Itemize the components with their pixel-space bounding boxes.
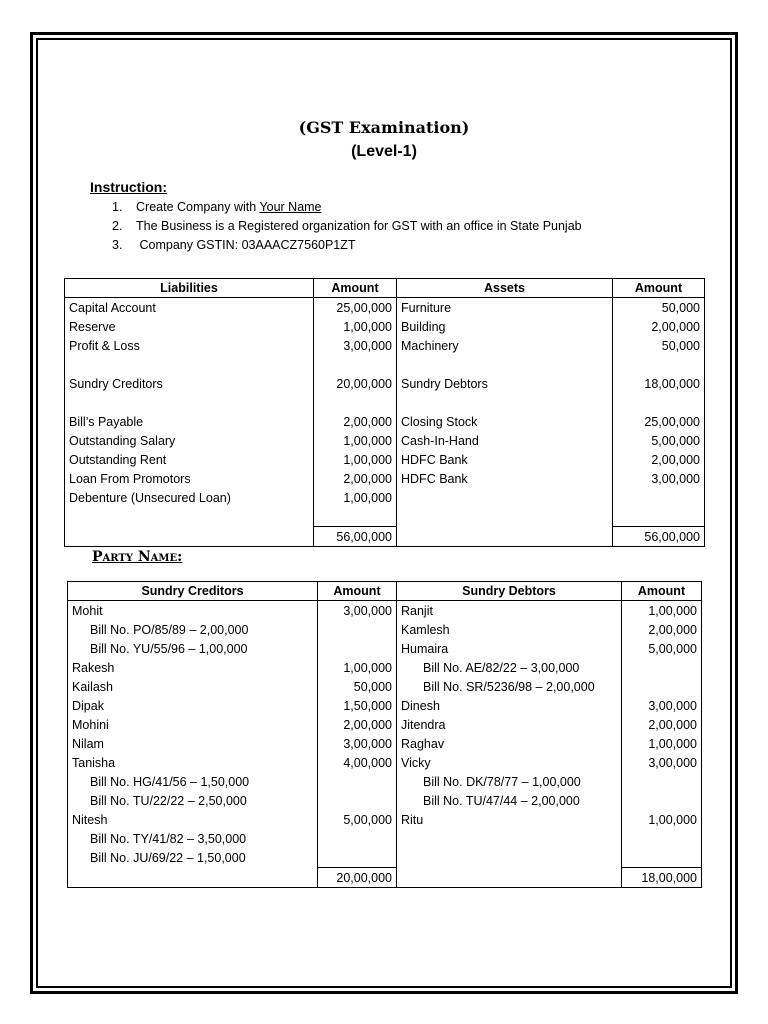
account-cell: Bill No. HG/41/56 – 1,50,000 bbox=[68, 772, 318, 791]
amount-cell bbox=[318, 639, 397, 658]
table-row bbox=[68, 810, 702, 829]
column-header: Liabilities bbox=[65, 279, 314, 298]
table-row bbox=[65, 336, 705, 355]
amount-cell: 25,00,000 bbox=[613, 412, 705, 431]
account-cell: Closing Stock bbox=[397, 412, 613, 431]
total-amount: 18,00,000 bbox=[622, 868, 702, 888]
amount-cell bbox=[622, 829, 702, 848]
account-cell bbox=[397, 355, 613, 374]
account-cell: Kamlesh bbox=[397, 620, 622, 639]
account-cell: Bill No. PO/85/89 – 2,00,000 bbox=[68, 620, 318, 639]
account-cell bbox=[397, 507, 613, 527]
amount-cell bbox=[314, 507, 397, 527]
account-cell: Loan From Promotors bbox=[65, 469, 314, 488]
amount-cell: 20,00,000 bbox=[314, 374, 397, 393]
account-cell: Tanisha bbox=[68, 753, 318, 772]
table-row bbox=[68, 677, 702, 696]
amount-cell bbox=[318, 620, 397, 639]
amount-cell bbox=[622, 658, 702, 677]
column-header: Sundry Debtors bbox=[397, 582, 622, 601]
amount-cell: 1,00,000 bbox=[318, 658, 397, 677]
table-row bbox=[65, 317, 705, 336]
table-row bbox=[68, 734, 702, 753]
account-cell: Debenture (Unsecured Loan) bbox=[65, 488, 314, 507]
table-row bbox=[68, 772, 702, 791]
amount-cell bbox=[314, 393, 397, 412]
account-cell: Rakesh bbox=[68, 658, 318, 677]
account-cell: Bill No. TU/47/44 – 2,00,000 bbox=[397, 791, 622, 810]
account-cell: Outstanding Salary bbox=[65, 431, 314, 450]
amount-cell: 50,000 bbox=[613, 298, 705, 318]
table-row bbox=[65, 450, 705, 469]
amount-cell: 1,00,000 bbox=[622, 601, 702, 621]
amount-cell: 2,00,000 bbox=[314, 412, 397, 431]
account-cell: Kailash bbox=[68, 677, 318, 696]
your-name-text: Your Name bbox=[259, 200, 322, 214]
balance-sheet-table bbox=[64, 278, 705, 547]
blank-cell bbox=[397, 868, 622, 888]
account-cell: Cash-In-Hand bbox=[397, 431, 613, 450]
table-row bbox=[68, 620, 702, 639]
table-row bbox=[68, 829, 702, 848]
account-cell: Outstanding Rent bbox=[65, 450, 314, 469]
account-cell: Mohini bbox=[68, 715, 318, 734]
account-cell: Bill No. YU/55/96 – 1,00,000 bbox=[68, 639, 318, 658]
table-row bbox=[68, 639, 702, 658]
amount-cell bbox=[613, 393, 705, 412]
account-cell: Dipak bbox=[68, 696, 318, 715]
account-cell: Building bbox=[397, 317, 613, 336]
total-amount: 56,00,000 bbox=[314, 527, 397, 547]
account-cell bbox=[397, 393, 613, 412]
account-cell: Bill No. JU/69/22 – 1,50,000 bbox=[68, 848, 318, 868]
account-cell: Ritu bbox=[397, 810, 622, 829]
amount-cell: 2,00,000 bbox=[622, 715, 702, 734]
amount-cell: 1,00,000 bbox=[314, 431, 397, 450]
account-cell bbox=[65, 355, 314, 374]
amount-cell: 1,00,000 bbox=[622, 810, 702, 829]
table-row bbox=[65, 355, 705, 374]
amount-cell bbox=[613, 507, 705, 527]
account-cell bbox=[397, 848, 622, 868]
amount-cell: 2,00,000 bbox=[613, 450, 705, 469]
account-cell: Dinesh bbox=[397, 696, 622, 715]
account-cell bbox=[65, 507, 314, 527]
instruction-item bbox=[112, 238, 356, 252]
instruction-text: Company GSTIN: 03AAACZ7560P1ZT bbox=[136, 238, 356, 252]
table-row bbox=[65, 412, 705, 431]
blank-cell bbox=[397, 527, 613, 547]
column-header: Amount bbox=[622, 582, 702, 601]
column-header: Amount bbox=[613, 279, 705, 298]
amount-cell: 50,000 bbox=[318, 677, 397, 696]
amount-cell: 3,00,000 bbox=[622, 696, 702, 715]
table-header-row bbox=[68, 582, 702, 601]
account-cell: Nilam bbox=[68, 734, 318, 753]
party-table bbox=[67, 581, 702, 888]
table-row bbox=[65, 488, 705, 507]
amount-cell bbox=[318, 791, 397, 810]
instruction-text: Create Company with bbox=[136, 200, 260, 214]
amount-cell: 4,00,000 bbox=[318, 753, 397, 772]
account-cell bbox=[397, 829, 622, 848]
amount-cell: 50,000 bbox=[613, 336, 705, 355]
amount-cell: 25,00,000 bbox=[314, 298, 397, 318]
amount-cell bbox=[613, 488, 705, 507]
amount-cell: 5,00,000 bbox=[622, 639, 702, 658]
table-row bbox=[68, 848, 702, 868]
column-header: Assets bbox=[397, 279, 613, 298]
account-cell: Bill No. SR/5236/98 – 2,00,000 bbox=[397, 677, 622, 696]
account-cell: Bill No. TU/22/22 – 2,50,000 bbox=[68, 791, 318, 810]
amount-cell bbox=[318, 772, 397, 791]
account-cell: Reserve bbox=[65, 317, 314, 336]
table-row bbox=[68, 753, 702, 772]
amount-cell: 1,00,000 bbox=[314, 450, 397, 469]
account-cell: Bill No. TY/41/82 – 3,50,000 bbox=[68, 829, 318, 848]
table-row bbox=[68, 601, 702, 621]
amount-cell bbox=[318, 848, 397, 868]
account-cell: Mohit bbox=[68, 601, 318, 621]
account-cell: Sundry Debtors bbox=[397, 374, 613, 393]
amount-cell: 5,00,000 bbox=[318, 810, 397, 829]
instruction-heading: Instruction: bbox=[90, 179, 167, 195]
instruction-number: 1. bbox=[112, 200, 123, 214]
account-cell: Sundry Creditors bbox=[65, 374, 314, 393]
instruction-number: 2. bbox=[112, 219, 123, 233]
account-cell: Ranjit bbox=[397, 601, 622, 621]
amount-cell bbox=[318, 829, 397, 848]
total-row bbox=[65, 527, 705, 547]
amount-cell bbox=[622, 848, 702, 868]
amount-cell: 5,00,000 bbox=[613, 431, 705, 450]
instruction-item bbox=[112, 200, 322, 214]
amount-cell: 3,00,000 bbox=[613, 469, 705, 488]
table-row bbox=[65, 393, 705, 412]
blank-cell bbox=[65, 527, 314, 547]
blank-cell bbox=[68, 868, 318, 888]
amount-cell: 1,00,000 bbox=[314, 488, 397, 507]
account-cell: Jitendra bbox=[397, 715, 622, 734]
amount-cell bbox=[314, 355, 397, 374]
account-cell bbox=[397, 488, 613, 507]
amount-cell bbox=[622, 772, 702, 791]
amount-cell: 3,00,000 bbox=[318, 601, 397, 621]
column-header: Amount bbox=[318, 582, 397, 601]
account-cell: HDFC Bank bbox=[397, 469, 613, 488]
exam-level: (Level-1) bbox=[351, 143, 417, 160]
account-cell: Profit & Loss bbox=[65, 336, 314, 355]
amount-cell: 1,00,000 bbox=[314, 317, 397, 336]
column-header: Amount bbox=[314, 279, 397, 298]
amount-cell bbox=[622, 791, 702, 810]
instruction-number: 3. bbox=[112, 238, 123, 252]
table-row bbox=[68, 658, 702, 677]
column-header: Sundry Creditors bbox=[68, 582, 318, 601]
amount-cell: 3,00,000 bbox=[314, 336, 397, 355]
account-cell bbox=[65, 393, 314, 412]
amount-cell bbox=[622, 677, 702, 696]
table-header-row bbox=[65, 279, 705, 298]
total-row bbox=[68, 868, 702, 888]
table-row bbox=[65, 374, 705, 393]
amount-cell: 2,00,000 bbox=[613, 317, 705, 336]
amount-cell: 1,00,000 bbox=[622, 734, 702, 753]
table-row bbox=[65, 431, 705, 450]
instruction-text: The Business is a Registered organization for GST with an office in State Punjab bbox=[136, 219, 582, 233]
total-amount: 56,00,000 bbox=[613, 527, 705, 547]
table-row bbox=[65, 507, 705, 527]
amount-cell: 2,00,000 bbox=[318, 715, 397, 734]
table-row bbox=[68, 715, 702, 734]
account-cell: Bill’s Payable bbox=[65, 412, 314, 431]
amount-cell: 2,00,000 bbox=[314, 469, 397, 488]
exam-title: (GST Examination) bbox=[298, 118, 470, 137]
table-row bbox=[68, 791, 702, 810]
account-cell: Vicky bbox=[397, 753, 622, 772]
account-cell: Humaira bbox=[397, 639, 622, 658]
amount-cell bbox=[613, 355, 705, 374]
table-row bbox=[65, 298, 705, 318]
account-cell: Capital Account bbox=[65, 298, 314, 318]
party-name-heading: Party Name: bbox=[92, 549, 183, 565]
account-cell: Bill No. AE/82/22 – 3,00,000 bbox=[397, 658, 622, 677]
account-cell: Furniture bbox=[397, 298, 613, 318]
account-cell: Nitesh bbox=[68, 810, 318, 829]
account-cell: Raghav bbox=[397, 734, 622, 753]
amount-cell: 3,00,000 bbox=[318, 734, 397, 753]
amount-cell: 18,00,000 bbox=[613, 374, 705, 393]
amount-cell: 3,00,000 bbox=[622, 753, 702, 772]
account-cell: Machinery bbox=[397, 336, 613, 355]
instruction-item bbox=[112, 219, 582, 233]
table-row bbox=[65, 469, 705, 488]
total-amount: 20,00,000 bbox=[318, 868, 397, 888]
amount-cell: 1,50,000 bbox=[318, 696, 397, 715]
table-row bbox=[68, 696, 702, 715]
account-cell: HDFC Bank bbox=[397, 450, 613, 469]
amount-cell: 2,00,000 bbox=[622, 620, 702, 639]
account-cell: Bill No. DK/78/77 – 1,00,000 bbox=[397, 772, 622, 791]
